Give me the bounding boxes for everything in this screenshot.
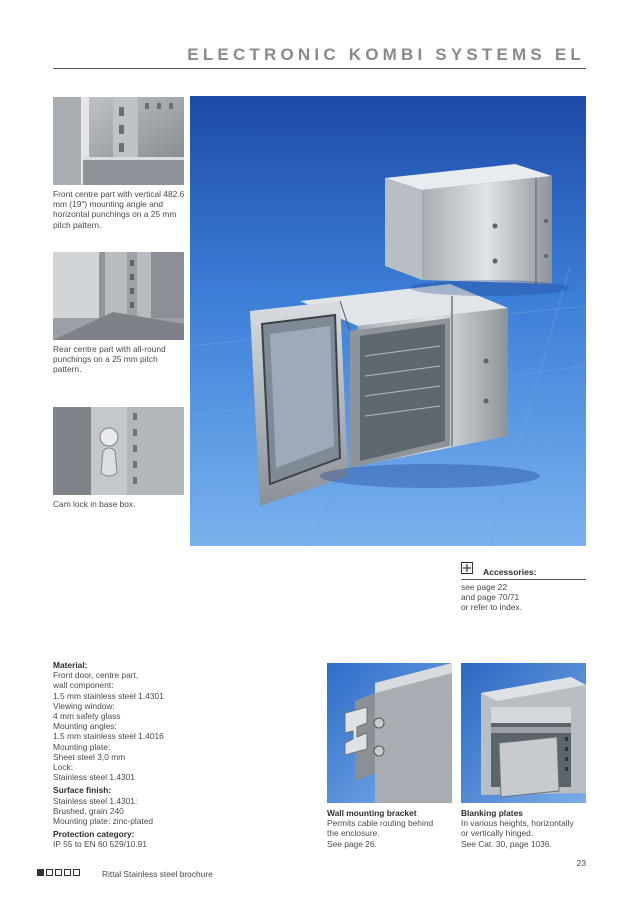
- material-line: Viewing window:: [53, 700, 115, 711]
- photo-front-centre-part: [53, 97, 184, 185]
- protection-line: IP 55 to EN 60 529/10.91: [53, 839, 147, 850]
- caption-front-centre-part: Front centre part with vertical 482.6 mm (19") mounting angle and horizontal punchings on a 25 mm pitch pattern.: [53, 189, 185, 230]
- header-rule: [53, 68, 586, 69]
- bracket-caption: [327, 808, 457, 849]
- material-line: wall component:: [53, 680, 114, 691]
- material-line: Mounting plate:: [53, 741, 111, 752]
- material-line: Front door, centre part,: [53, 670, 139, 681]
- blanking-title: Blanking plates: [461, 808, 523, 818]
- brand-square-icon: [64, 869, 71, 876]
- material-line: 1.5 mm stainless steel 1.4016: [53, 731, 164, 742]
- photo-wall-mounting-bracket: [327, 663, 452, 803]
- accessories-line: see page 22: [461, 582, 508, 592]
- material-line: 1.5 mm stainless steel 1.4301: [53, 690, 164, 701]
- material-line: 4 mm safety glass: [53, 711, 121, 722]
- bracket-line: See page 26.: [327, 838, 377, 849]
- photo-cam-lock: [53, 407, 184, 495]
- material-heading: Material:: [53, 660, 88, 670]
- specs-block: [53, 660, 253, 850]
- photo-blanking-plates: [461, 663, 586, 803]
- blanking-line: In various heights, horizontally: [461, 818, 574, 829]
- brand-square-icon: [46, 869, 53, 876]
- footer-brochure-title: Rittal Stainless steel brochure: [102, 869, 213, 879]
- hero-photo-enclosures: [190, 96, 586, 546]
- finish-line: Stainless steel 1.4301:: [53, 795, 138, 806]
- bracket-title: Wall mounting bracket: [327, 808, 417, 818]
- caption-rear-centre-part: Rear centre part with all-round punchings on a 25 mm pitch pattern.: [53, 344, 166, 375]
- material-line: Mounting angles:: [53, 721, 117, 732]
- blanking-caption: [461, 808, 591, 849]
- finish-heading: Surface finish:: [53, 785, 112, 796]
- material-line: Lock:: [53, 762, 74, 773]
- brand-square-filled-icon: [37, 869, 44, 876]
- finish-line: Brushed, grain 240: [53, 805, 124, 816]
- material-line: Stainless steel 1.4301: [53, 772, 135, 783]
- accessories-text: [461, 582, 586, 613]
- bracket-line: Permits cable routing behind: [327, 818, 434, 829]
- blanking-line: See Cat. 30, page 1036.: [461, 838, 552, 849]
- brand-square-icon: [55, 869, 62, 876]
- brand-square-icon: [73, 869, 80, 876]
- finish-line: Mounting plate: zinc-plated: [53, 816, 154, 827]
- protection-heading: Protection category:: [53, 829, 135, 840]
- page-header-title: ELECTRONIC KOMBI SYSTEMS EL: [187, 45, 585, 64]
- bracket-line: the enclosure.: [327, 828, 380, 839]
- accessories-rule: [461, 579, 586, 580]
- accessories-title: Accessories:: [483, 567, 537, 577]
- footer-brand-marks: [37, 868, 82, 878]
- page-number: 23: [576, 858, 586, 868]
- caption-cam-lock: Cam lock in base box.: [53, 499, 136, 509]
- accessories-line: and page 70/71: [461, 592, 520, 603]
- photo-rear-centre-part: [53, 252, 184, 340]
- accessories-plus-icon: [461, 562, 473, 574]
- material-line: Sheet steel 3,0 mm: [53, 751, 126, 762]
- accessories-line: or refer to index.: [461, 602, 522, 613]
- blanking-line: or vertically hinged.: [461, 828, 534, 839]
